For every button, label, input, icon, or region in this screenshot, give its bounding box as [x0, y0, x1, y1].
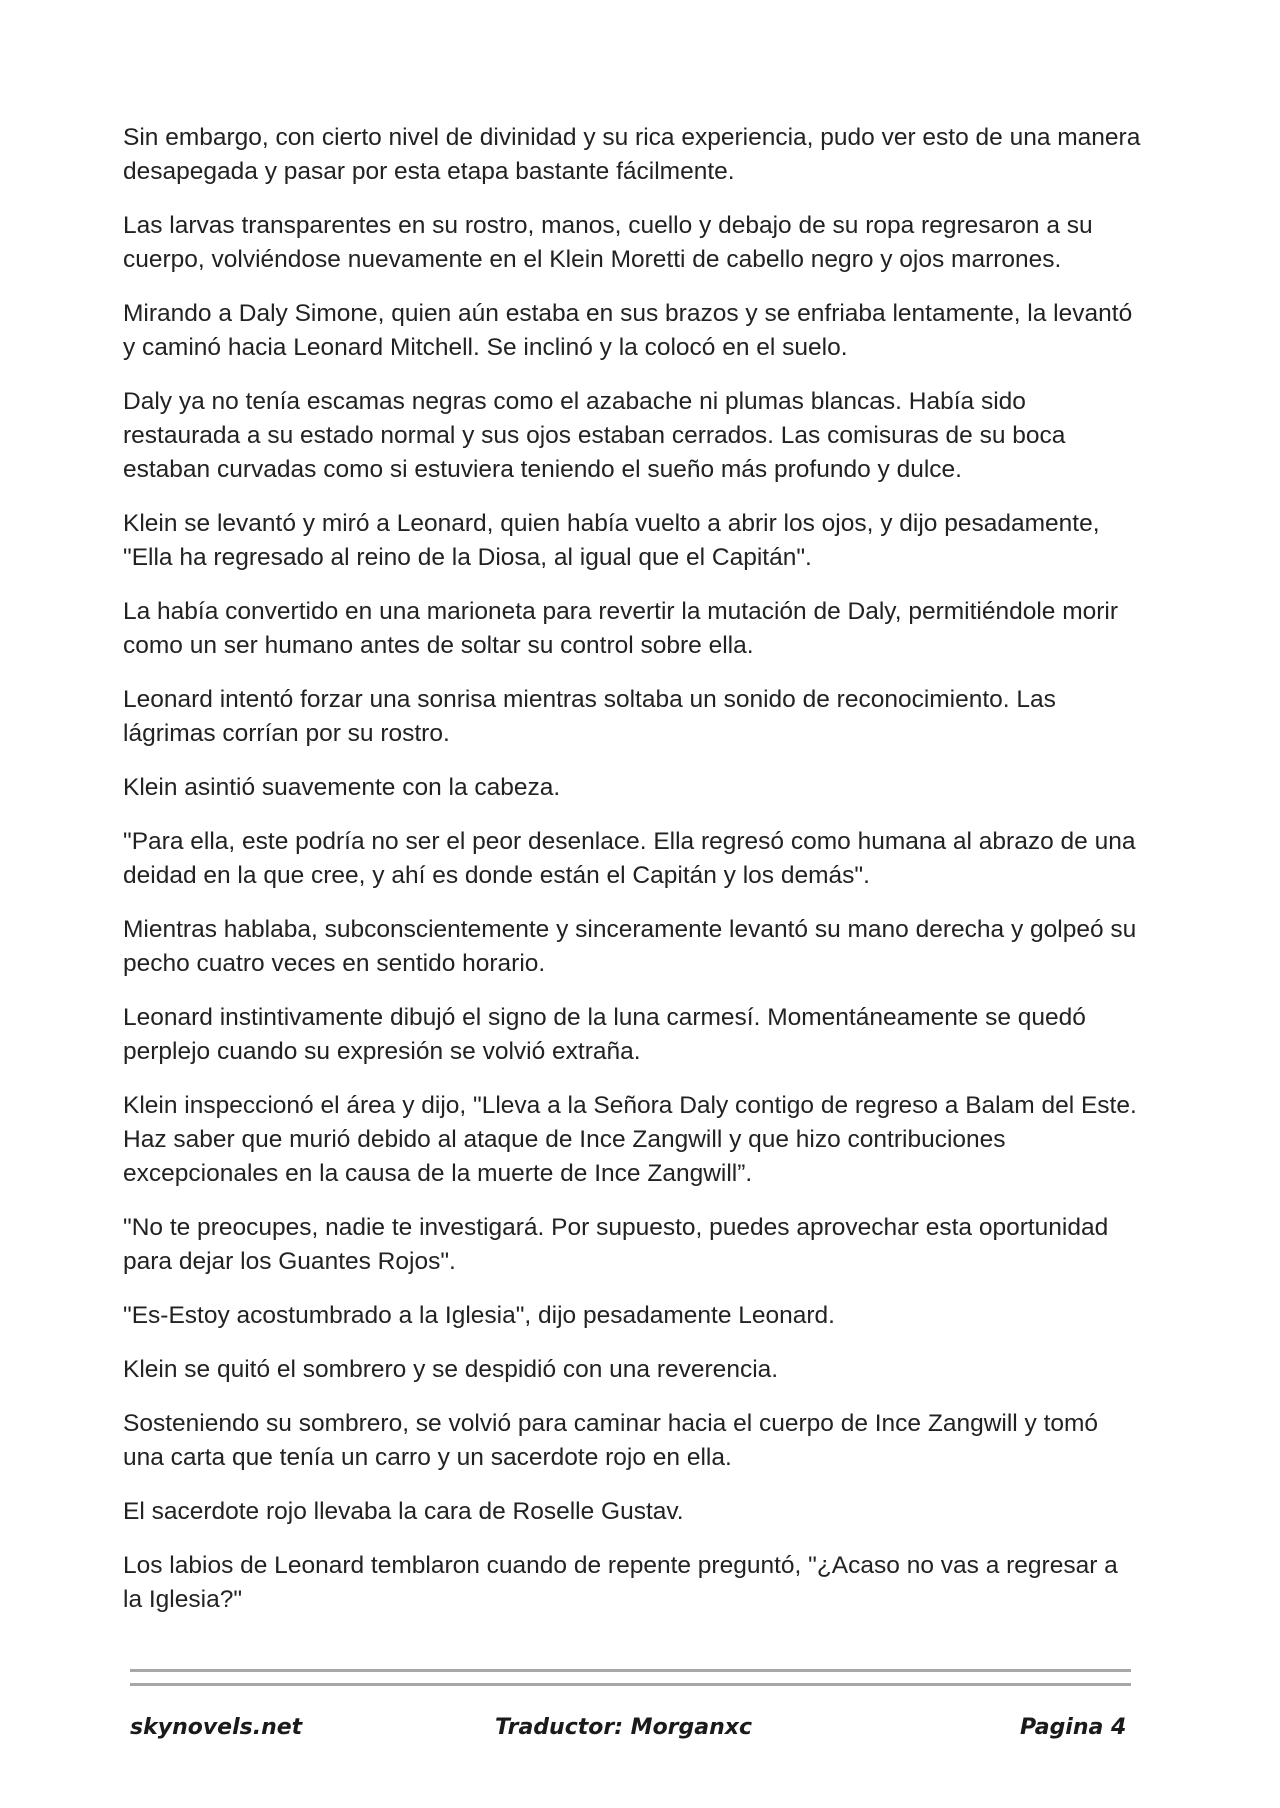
- paragraph: Las larvas transparentes en su rostro, manos, cuello y debajo de su ropa regresaron a su cuerpo, volviéndose nuevamente en el Klein Moretti de cabello negro y ojos marrones.: [123, 212, 1093, 273]
- paragraph: "Es-Estoy acostumbrado a la Iglesia", dijo pesadamente Leonard.: [123, 1302, 835, 1329]
- footer-site: skynovels.net: [130, 1715, 303, 1740]
- paragraph: Klein inspeccionó el área y dijo, "Lleva a la Señora Daly contigo de regreso a Balam del Este. Haz saber que murió debido al ataque de Ince Zangwill y que hizo contribuciones excepcionales en la causa de la muerte de Ince Zangwill”.: [123, 1092, 1137, 1187]
- paragraph: Klein se quitó el sombrero y se despidió con una reverencia.: [123, 1356, 779, 1383]
- document-body: [123, 121, 1143, 1637]
- paragraph: Klein se levantó y miró a Leonard, quien había vuelto a abrir los ojos, y dijo pesadamente, "Ella ha regresado al reino de la Diosa, al igual que el Capitán".: [123, 510, 1100, 571]
- paragraph: Mientras hablaba, subconscientemente y sinceramente levantó su mano derecha y golpeó su pecho cuatro veces en sentido horario.: [123, 916, 1137, 977]
- paragraph: "Para ella, este podría no ser el peor desenlace. Ella regresó como humana al abrazo de una deidad en la que cree, y ahí es donde están el Capitán y los demás".: [123, 828, 1136, 889]
- paragraph: Sosteniendo su sombrero, se volvió para caminar hacia el cuerpo de Ince Zangwill y tomó una carta que tenía un carro y un sacerdote rojo en ella.: [123, 1410, 1099, 1471]
- paragraph: Leonard instintivamente dibujó el signo de la luna carmesí. Momentáneamente se quedó perplejo cuando su expresión se volvió extraña.: [123, 1004, 1086, 1065]
- paragraph: La había convertido en una marioneta para revertir la mutación de Daly, permitiéndole morir como un ser humano antes de soltar su control sobre ella.: [123, 598, 1119, 659]
- paragraph: Sin embargo, con cierto nivel de divinidad y su rica experiencia, pudo ver esto de una manera desapegada y pasar por esta etapa bastante fácilmente.: [123, 124, 1141, 185]
- footer-divider-top: [130, 1669, 1131, 1672]
- paragraph: Daly ya no tenía escamas negras como el azabache ni plumas blancas. Había sido restaurada a su estado normal y sus ojos estaban cerrados. Las comisuras de su boca estaban curvadas como si estuviera teniendo el sueño más profundo y dulce.: [123, 388, 1066, 483]
- paragraph: Los labios de Leonard temblaron cuando de repente preguntó, "¿Acaso no vas a regresar a la Iglesia?": [123, 1552, 1118, 1613]
- paragraph: Klein asintió suavemente con la cabeza.: [123, 774, 561, 801]
- paragraph: "No te preocupes, nadie te investigará. Por supuesto, puedes aprovechar esta oportunidad para dejar los Guantes Rojos".: [123, 1214, 1109, 1275]
- paragraph: Leonard intentó forzar una sonrisa mientras soltaba un sonido de reconocimiento. Las lágrimas corrían por su rostro.: [123, 686, 1056, 747]
- footer-page-number: Pagina 4: [1020, 1715, 1127, 1740]
- footer-translator: Traductor: Morganxc: [495, 1715, 753, 1740]
- paragraph: Mirando a Daly Simone, quien aún estaba en sus brazos y se enfriaba lentamente, la levantó y caminó hacia Leonard Mitchell. Se inclinó y la colocó en el suelo.: [123, 300, 1133, 361]
- footer-divider-bottom: [130, 1683, 1131, 1686]
- paragraph: El sacerdote rojo llevaba la cara de Roselle Gustav.: [123, 1498, 684, 1525]
